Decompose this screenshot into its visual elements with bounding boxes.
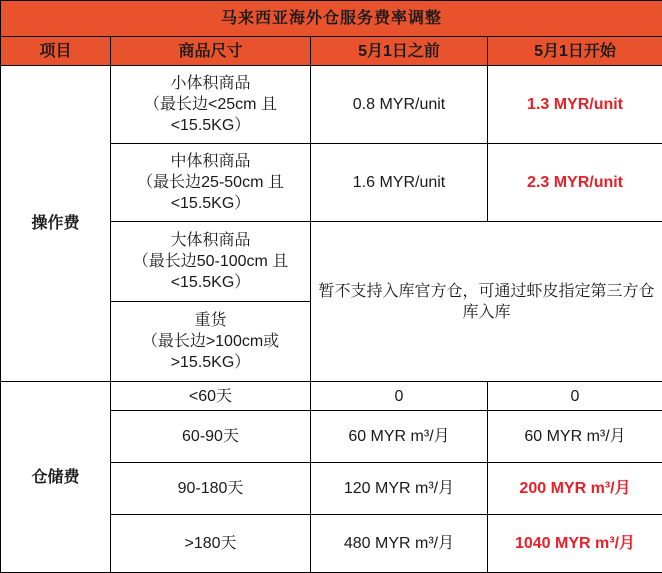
size-line: （最长边50-100cm 且 bbox=[115, 251, 306, 272]
size-line: （最长边25-50cm 且 bbox=[115, 172, 306, 193]
title-row bbox=[1, 1, 662, 37]
unsupported-note: 暂不支持入库官方仓，可通过虾皮指定第三方仓库入库 bbox=[311, 222, 662, 382]
header-item: 项目 bbox=[1, 37, 111, 66]
size-line: （最长边>100cm或 bbox=[115, 331, 306, 352]
duration-cell: 60-90天 bbox=[111, 411, 311, 463]
price-after: 1.3 MYR/unit bbox=[488, 66, 662, 144]
price-before: 0.8 MYR/unit bbox=[311, 66, 488, 144]
size-cell bbox=[111, 66, 311, 144]
size-line: 小体积商品 bbox=[115, 73, 306, 94]
duration-cell: >180天 bbox=[111, 515, 311, 573]
header-before: 5月1日之前 bbox=[311, 37, 488, 66]
price-before: 60 MYR m³/月 bbox=[311, 411, 488, 463]
category-operation: 操作费 bbox=[1, 66, 111, 382]
size-line: <15.5KG） bbox=[115, 193, 306, 214]
price-before: 0 bbox=[311, 382, 488, 411]
size-line: 中体积商品 bbox=[115, 151, 306, 172]
size-line: （最长边<25cm 且 bbox=[115, 94, 306, 115]
price-after: 2.3 MYR/unit bbox=[488, 144, 662, 222]
price-after: 0 bbox=[488, 382, 662, 411]
price-after: 1040 MYR m³/月 bbox=[488, 515, 662, 573]
size-cell bbox=[111, 222, 311, 302]
header-size: 商品尺寸 bbox=[111, 37, 311, 66]
table-row bbox=[1, 382, 662, 411]
size-line: 重货 bbox=[115, 310, 306, 331]
size-cell bbox=[111, 144, 311, 222]
size-line: <15.5KG） bbox=[115, 115, 306, 136]
price-after: 60 MYR m³/月 bbox=[488, 411, 662, 463]
size-cell bbox=[111, 302, 311, 382]
size-line: 大体积商品 bbox=[115, 230, 306, 251]
price-before: 480 MYR m³/月 bbox=[311, 515, 488, 573]
header-after: 5月1日开始 bbox=[488, 37, 662, 66]
category-storage: 仓储费 bbox=[1, 382, 111, 573]
size-line: >15.5KG） bbox=[115, 352, 306, 373]
table-title: 马来西亚海外仓服务费率调整 bbox=[1, 1, 662, 37]
price-after: 200 MYR m³/月 bbox=[488, 463, 662, 515]
price-before: 1.6 MYR/unit bbox=[311, 144, 488, 222]
size-line: <15.5KG） bbox=[115, 272, 306, 293]
duration-cell: <60天 bbox=[111, 382, 311, 411]
price-before: 120 MYR m³/月 bbox=[311, 463, 488, 515]
duration-cell: 90-180天 bbox=[111, 463, 311, 515]
table-row bbox=[1, 66, 662, 144]
header-row bbox=[1, 37, 662, 66]
